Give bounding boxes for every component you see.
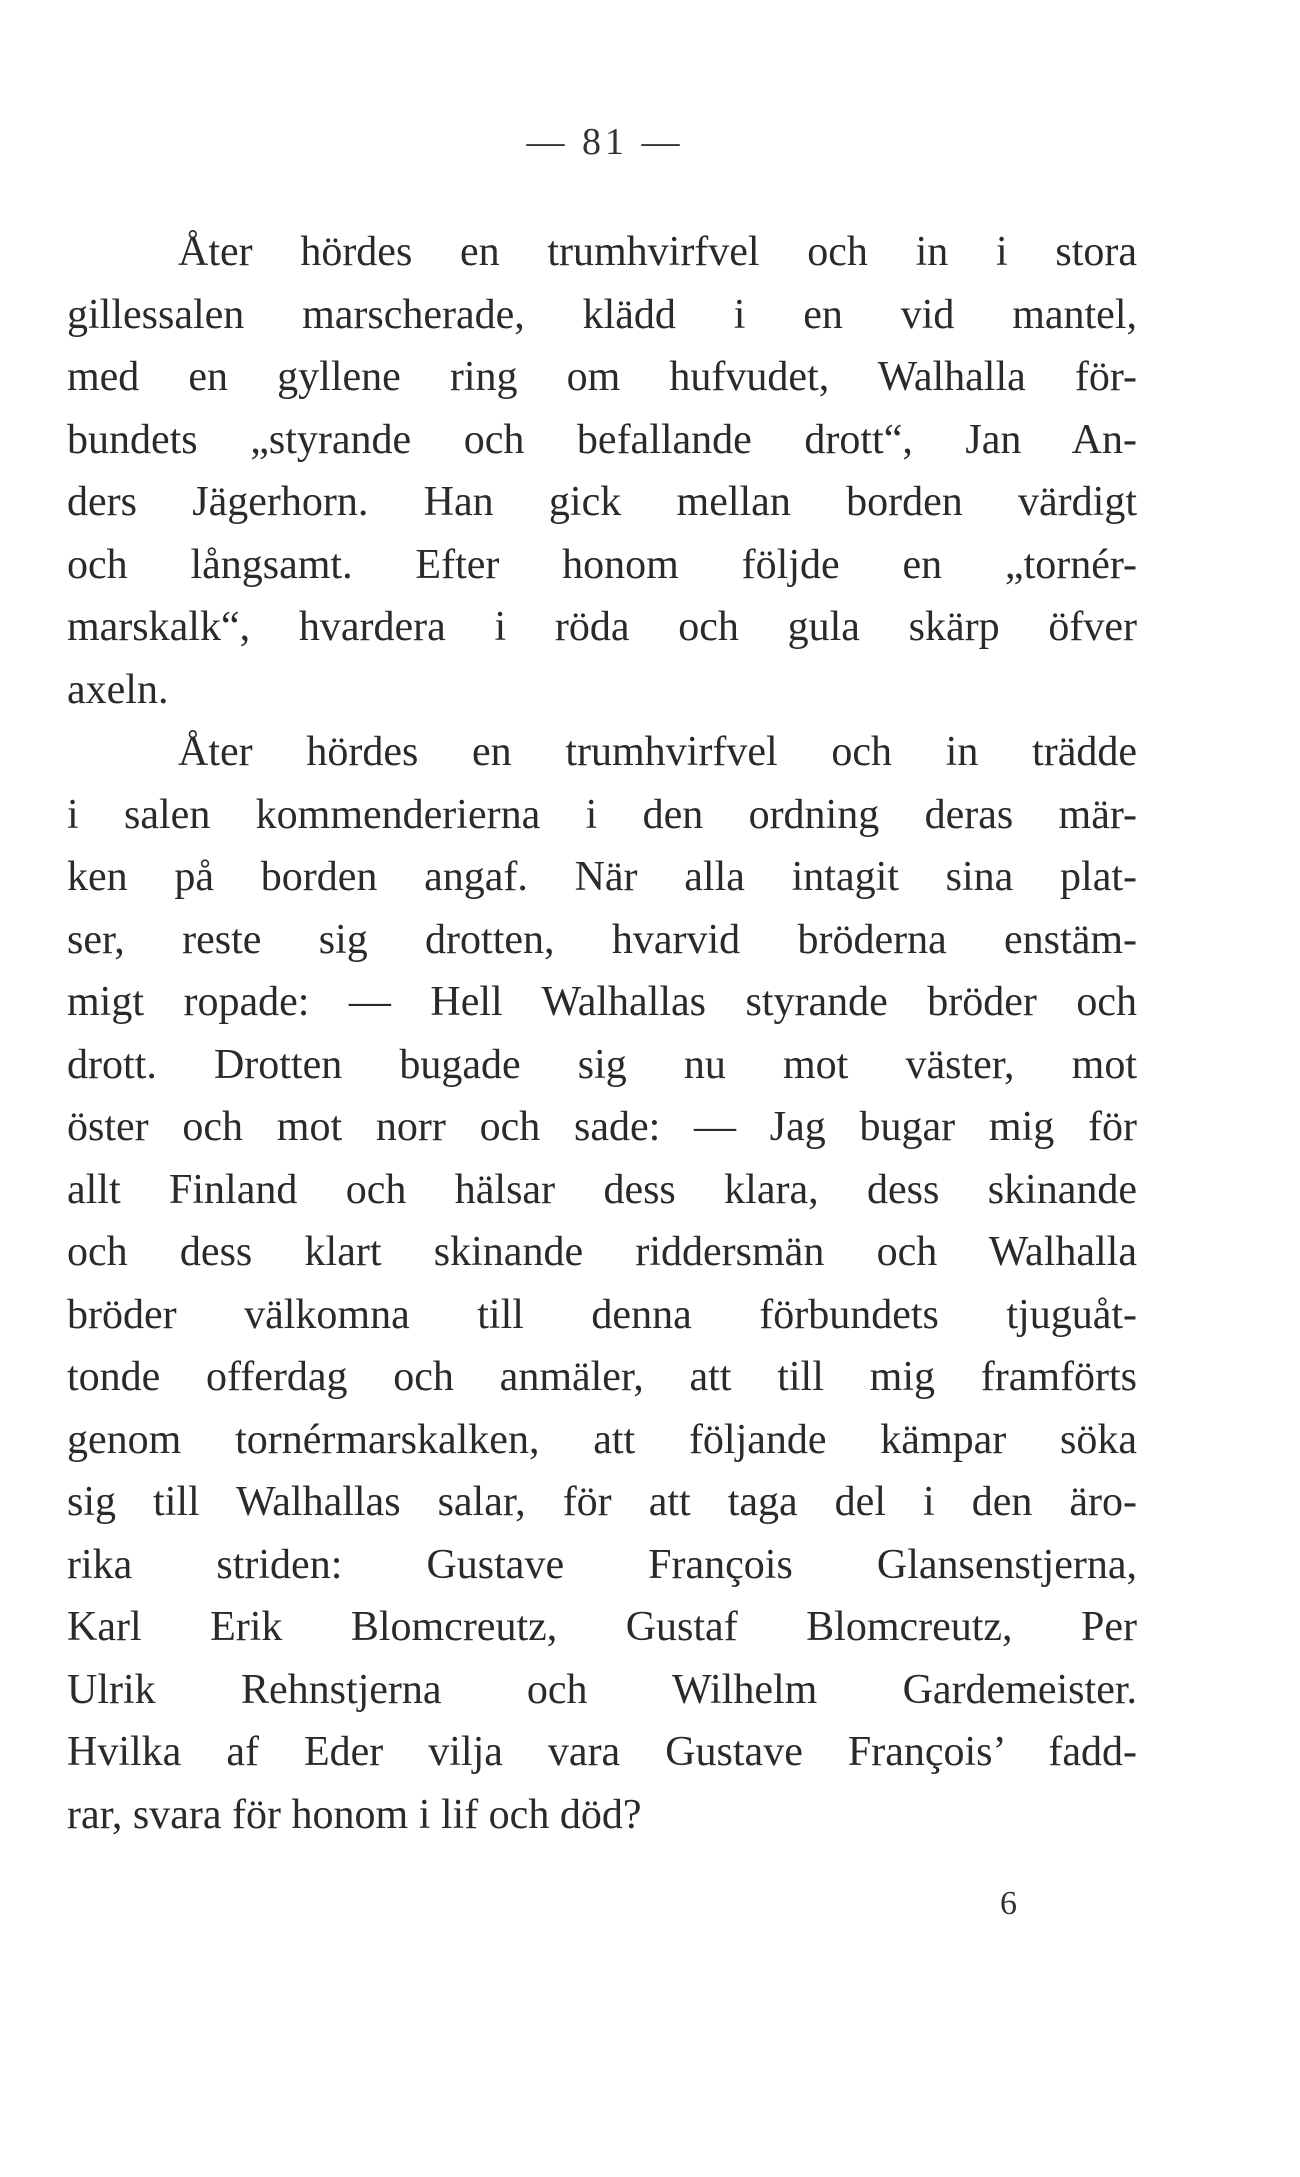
text-line: drott. Drotten bugade sig nu mot väster, mot	[67, 1042, 1137, 1088]
text-line: ken på borden angaf. När alla intagit sina plat-	[67, 854, 1137, 900]
text-line: ders Jägerhorn. Han gick mellan borden värdigt	[67, 479, 1137, 525]
page-header-number: — 81 —	[526, 121, 684, 163]
text-line: Ulrik Rehnstjerna och Wilhelm Gardemeister.	[67, 1667, 1137, 1713]
text-line: och dess klart skinande riddersmän och Walhalla	[67, 1229, 1137, 1275]
text-line: Åter hördes en trumhvirfvel och in i stora	[178, 229, 1137, 275]
text-line: Hvilka af Eder vilja vara Gustave François’ fadd-	[67, 1729, 1137, 1775]
text-line: Karl Erik Blomcreutz, Gustaf Blomcreutz, Per	[67, 1604, 1137, 1650]
signature-mark: 6	[1000, 1885, 1017, 1922]
text-line: marskalk“, hvardera i röda och gula skärp öfver	[67, 604, 1137, 650]
text-line: gillessalen marscherade, klädd i en vid mantel,	[67, 292, 1137, 338]
text-line: i salen kommenderierna i den ordning deras mär-	[67, 792, 1137, 838]
text-line: bundets „styrande och befallande drott“, Jan An-	[67, 417, 1137, 463]
text-line: rika striden: Gustave François Glansenstjerna,	[67, 1542, 1137, 1588]
text-line: Åter hördes en trumhvirfvel och in trädde	[178, 729, 1137, 775]
text-line: sig till Walhallas salar, för att taga del i den äro-	[67, 1479, 1137, 1525]
text-line: genom tornérmarskalken, att följande kämpar söka	[67, 1417, 1137, 1463]
text-line: tonde offerdag och anmäler, att till mig framförts	[67, 1354, 1137, 1400]
text-line: axeln.	[67, 667, 169, 713]
text-line: allt Finland och hälsar dess klara, dess skinande	[67, 1167, 1137, 1213]
text-line: migt ropade: — Hell Walhallas styrande bröder och	[67, 979, 1137, 1025]
text-line: och långsamt. Efter honom följde en „tornér-	[67, 542, 1137, 588]
text-line: öster och mot norr och sade: — Jag bugar mig för	[67, 1104, 1137, 1150]
text-line: med en gyllene ring om hufvudet, Walhalla för-	[67, 354, 1137, 400]
text-line: rar, svara för honom i lif och död?	[67, 1792, 642, 1838]
text-line: ser, reste sig drotten, hvarvid bröderna enstäm-	[67, 917, 1137, 963]
text-line: bröder välkomna till denna förbundets tjuguåt-	[67, 1292, 1137, 1338]
